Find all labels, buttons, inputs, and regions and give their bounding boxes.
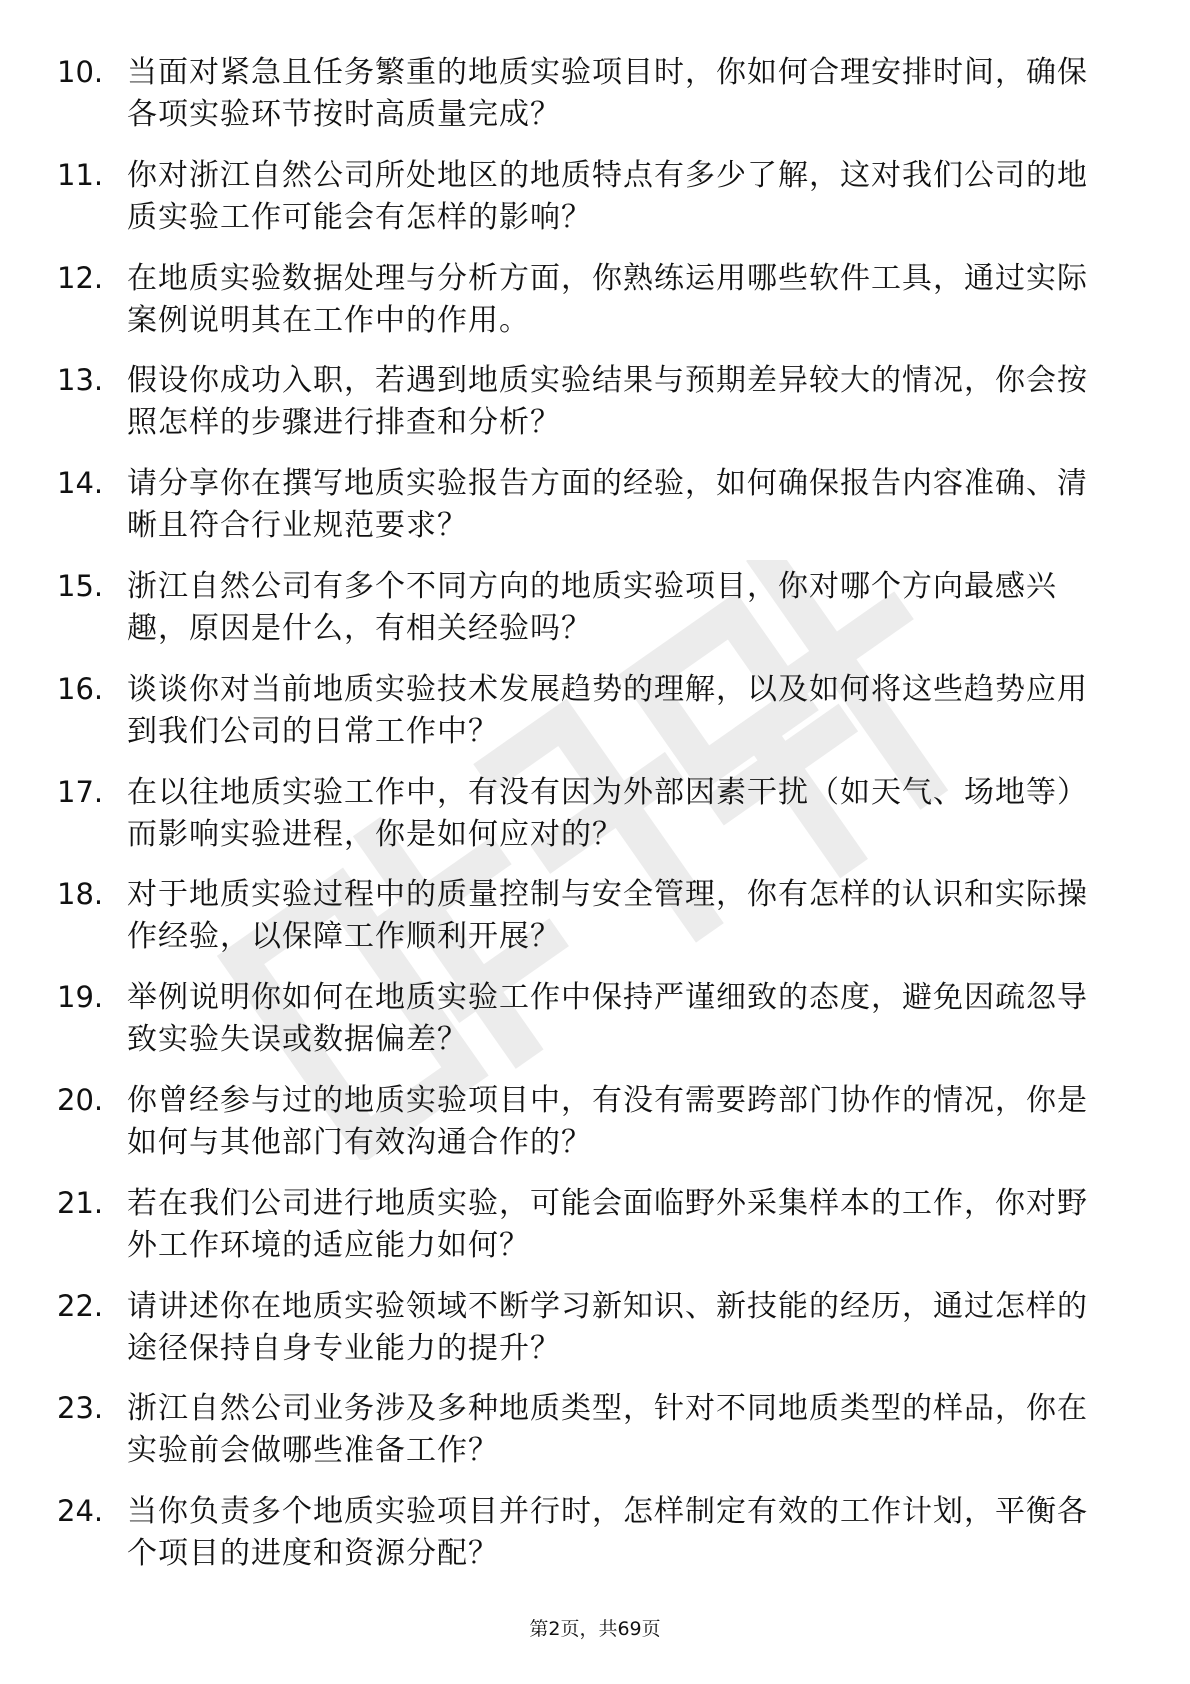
question-text: 浙江自然公司有多个不同方向的地质实验项目，你对哪个方向最感兴趣，原因是什么，有相关经验吗？: [127, 568, 1057, 646]
question-text: 在以往地质实验工作中，有没有因为外部因素干扰（如天气、场地等）而影响实验进程，你是如何应对的？: [127, 774, 1088, 852]
question-text: 你曾经参与过的地质实验项目中，有没有需要跨部门协作的情况，你是如何与其他部门有效沟通合作的？: [127, 1082, 1088, 1160]
question-item: [57, 874, 1117, 977]
question-item: [57, 669, 1117, 772]
question-text: 当面对紧急且任务繁重的地质实验项目时，你如何合理安排时间，确保各项实验环节按时高质量完成？: [127, 55, 1088, 132]
question-text: 对于地质实验过程中的质量控制与安全管理，你有怎样的认识和实际操作经验，以保障工作顺利开展？: [127, 877, 1088, 955]
question-text: 举例说明你如何在地质实验工作中保持严谨细致的态度，避免因疏忽导致实验失误或数据偏差？: [127, 980, 1088, 1058]
question-item: [57, 360, 1117, 463]
question-list: [57, 52, 1117, 1594]
question-text: 你对浙江自然公司所处地区的地质特点有多少了解，这对我们公司的地质实验工作可能会有怎样的影响？: [127, 157, 1088, 235]
question-number: 19.: [57, 980, 104, 1015]
page-number-label: 第2页，共69页: [529, 1618, 661, 1640]
page-footer: [0, 1617, 1190, 1641]
question-item: [57, 1388, 1117, 1491]
question-number: 21.: [57, 1185, 104, 1220]
question-item: [57, 258, 1117, 361]
question-number: 24.: [57, 1494, 104, 1529]
question-item: [57, 155, 1117, 258]
question-item: [57, 1183, 1117, 1286]
question-item: [57, 1080, 1117, 1183]
question-item: [57, 463, 1117, 566]
question-number: 12.: [57, 260, 104, 295]
question-number: 10.: [57, 55, 104, 89]
question-item: [57, 1491, 1117, 1594]
question-text: 浙江自然公司业务涉及多种地质类型，针对不同地质类型的样品，你在实验前会做哪些准备工作？: [127, 1391, 1088, 1469]
question-text: 请分享你在撰写地质实验报告方面的经验，如何确保报告内容准确、清晰且符合行业规范要求？: [127, 466, 1088, 544]
question-number: 14.: [57, 466, 104, 501]
question-item: [57, 1286, 1117, 1389]
question-number: 20.: [57, 1082, 104, 1117]
question-text: 若在我们公司进行地质实验，可能会面临野外采集样本的工作，你对野外工作环境的适应能力如何？: [127, 1185, 1088, 1263]
question-number: 17.: [57, 774, 104, 809]
question-text: 请讲述你在地质实验领域不断学习新知识、新技能的经历，通过怎样的途径保持自身专业能力的提升？: [127, 1288, 1088, 1366]
question-text: 假设你成功入职，若遇到地质实验结果与预期差异较大的情况，你会按照怎样的步骤进行排查和分析？: [127, 363, 1088, 441]
question-item: [57, 52, 1117, 155]
question-number: 13.: [57, 363, 104, 398]
question-number: 22.: [57, 1288, 104, 1323]
question-text: 在地质实验数据处理与分析方面，你熟练运用哪些软件工具，通过实际案例说明其在工作中的作用。: [127, 260, 1088, 338]
question-number: 18.: [57, 877, 104, 912]
question-number: 16.: [57, 671, 104, 706]
question-item: [57, 977, 1117, 1080]
question-number: 11.: [57, 157, 104, 192]
question-item: [57, 566, 1117, 669]
question-text: 当你负责多个地质实验项目并行时，怎样制定有效的工作计划，平衡各个项目的进度和资源分配？: [127, 1494, 1088, 1572]
question-text: 谈谈你对当前地质实验技术发展趋势的理解，以及如何将这些趋势应用到我们公司的日常工作中？: [127, 671, 1088, 749]
question-item: [57, 772, 1117, 875]
question-number: 23.: [57, 1391, 104, 1426]
question-number: 15.: [57, 568, 104, 603]
